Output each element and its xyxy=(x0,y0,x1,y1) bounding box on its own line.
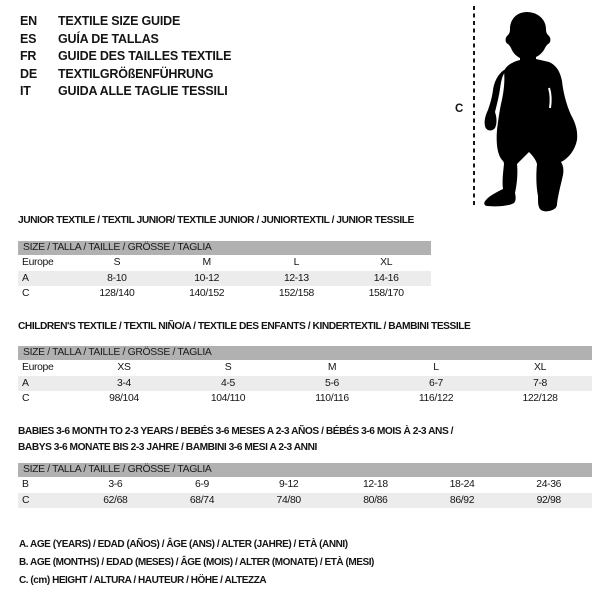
table-cell: 4-5 xyxy=(221,377,235,389)
table-cell: 12-13 xyxy=(283,272,309,284)
table-cell: 68/74 xyxy=(189,494,215,506)
table-cell: XS xyxy=(117,362,131,374)
table-row xyxy=(18,376,592,392)
height-measure-label: C xyxy=(455,103,464,115)
table-cell: 98/104 xyxy=(109,393,139,405)
babies-table-title xyxy=(18,424,453,455)
babies-title-line1: BABIES 3-6 MONTH TO 2-3 YEARS / BEBÉS 3-6 MESES A 2-3 AÑOS / BÉBÉS 3-6 MOIS À 2-3 ANS / xyxy=(18,426,454,437)
junior-table-title: JUNIOR TEXTILE / TEXTIL JUNIOR/ TEXTILE JUNIOR / JUNIORTEXTIL / JUNIOR TESSILE xyxy=(18,215,414,226)
table-cell: 80/86 xyxy=(363,494,388,506)
table-cell: 74/80 xyxy=(276,494,301,506)
row-label: Europe xyxy=(22,362,54,374)
language-row-es xyxy=(20,31,231,49)
row-label: A xyxy=(22,272,29,284)
height-dashed-line xyxy=(473,6,475,208)
junior-size-table xyxy=(18,241,431,302)
table-cell: 18-24 xyxy=(449,479,475,491)
table-cell: 3-4 xyxy=(117,377,131,389)
legend-notes xyxy=(19,536,374,591)
table-cell: L xyxy=(293,257,300,269)
size-header-bar: SIZE / TALLA / TAILLE / GRÖSSE / TAGLIA xyxy=(18,463,592,477)
table-row xyxy=(18,360,592,376)
children-size-table xyxy=(18,346,592,407)
table-cell: 92/98 xyxy=(536,494,561,506)
row-label: C xyxy=(22,393,30,405)
table-cell: XL xyxy=(533,362,546,374)
babies-title-line2: BABYS 3-6 MONATE BIS 2-3 JAHRE / BAMBINI 3-6 MESI A 2-3 ANNI xyxy=(18,441,317,453)
table-cell: 12-18 xyxy=(362,479,388,491)
table-cell: 62/68 xyxy=(103,494,128,506)
language-label: TEXTILGRÖßENFÜHRUNG xyxy=(58,66,214,81)
table-cell: XL xyxy=(380,257,393,269)
note-b: B. AGE (MONTHS) / EDAD (MESES) / ÂGE (MOIS) / ALTER (MONATE) / ETÀ (MESI) xyxy=(19,557,374,569)
size-header-bar: SIZE / TALLA / TAILLE / GRÖSSE / TAGLIA xyxy=(18,346,592,360)
table-cell: M xyxy=(327,362,337,374)
table-row xyxy=(18,271,431,287)
row-label: Europe xyxy=(22,257,54,269)
table-cell: 122/128 xyxy=(522,393,558,405)
table-cell: 152/158 xyxy=(278,288,314,300)
note-a: A. AGE (YEARS) / EDAD (AÑOS) / ÂGE (ANS) / ALTER (JAHRE) / ETÀ (ANNI) xyxy=(19,539,348,550)
table-cell: S xyxy=(224,362,232,374)
table-cell: 5-6 xyxy=(325,377,339,389)
row-label: C xyxy=(22,288,30,300)
language-row-de xyxy=(20,66,231,84)
language-label: GUÍA DE TALLAS xyxy=(58,31,159,46)
table-cell: 158/170 xyxy=(368,288,404,300)
language-code: ES xyxy=(20,31,37,46)
row-label: B xyxy=(22,479,29,491)
table-cell: M xyxy=(202,257,211,269)
row-label: A xyxy=(22,377,29,389)
language-code: FR xyxy=(20,49,37,63)
table-cell: 110/116 xyxy=(315,393,349,405)
table-row xyxy=(18,255,431,271)
language-code: IT xyxy=(20,84,31,98)
language-row-en xyxy=(20,13,231,31)
table-cell: 140/152 xyxy=(189,288,225,300)
table-cell: L xyxy=(433,362,439,374)
table-cell: 3-6 xyxy=(108,479,123,491)
table-cell: 24-36 xyxy=(536,479,562,491)
table-row xyxy=(18,286,431,302)
table-cell: 6-9 xyxy=(195,479,209,491)
language-code: DE xyxy=(20,66,37,81)
table-cell: 9-12 xyxy=(278,479,299,491)
table-cell: 104/110 xyxy=(210,393,246,405)
language-row-it xyxy=(20,83,231,101)
table-cell: 128/140 xyxy=(99,288,135,300)
table-cell: 10-12 xyxy=(194,272,220,284)
row-label: C xyxy=(22,494,30,506)
language-row-fr xyxy=(20,48,231,66)
table-row xyxy=(18,391,592,407)
babies-size-table xyxy=(18,463,592,508)
language-label: GUIDA ALLE TAGLIE TESSILI xyxy=(58,84,228,98)
table-cell: 86/92 xyxy=(449,494,475,506)
table-cell: 116/122 xyxy=(418,393,454,405)
toddler-silhouette-icon xyxy=(479,8,585,213)
language-label: TEXTILE SIZE GUIDE xyxy=(58,14,181,28)
note-c: C. (cm) HEIGHT / ALTURA / HAUTEUR / HÖHE / ALTEZZA xyxy=(19,575,267,587)
size-header-bar: SIZE / TALLA / TAILLE / GRÖSSE / TAGLIA xyxy=(18,241,431,255)
table-cell: 8-10 xyxy=(107,272,127,284)
table-cell: 6-7 xyxy=(429,377,443,389)
table-cell: S xyxy=(113,257,121,269)
table-row xyxy=(18,477,592,493)
table-cell: 7-8 xyxy=(533,377,547,389)
table-row xyxy=(18,493,592,509)
table-cell: 14-16 xyxy=(373,272,399,284)
language-title-list xyxy=(20,13,231,101)
language-code: EN xyxy=(20,14,37,28)
language-label: GUIDE DES TAILLES TEXTILE xyxy=(58,49,232,63)
children-table-title: CHILDREN'S TEXTILE / TEXTIL NIÑO/A / TEXTILE DES ENFANTS / KINDERTEXTIL / BAMBINI TESSILE xyxy=(18,321,471,332)
